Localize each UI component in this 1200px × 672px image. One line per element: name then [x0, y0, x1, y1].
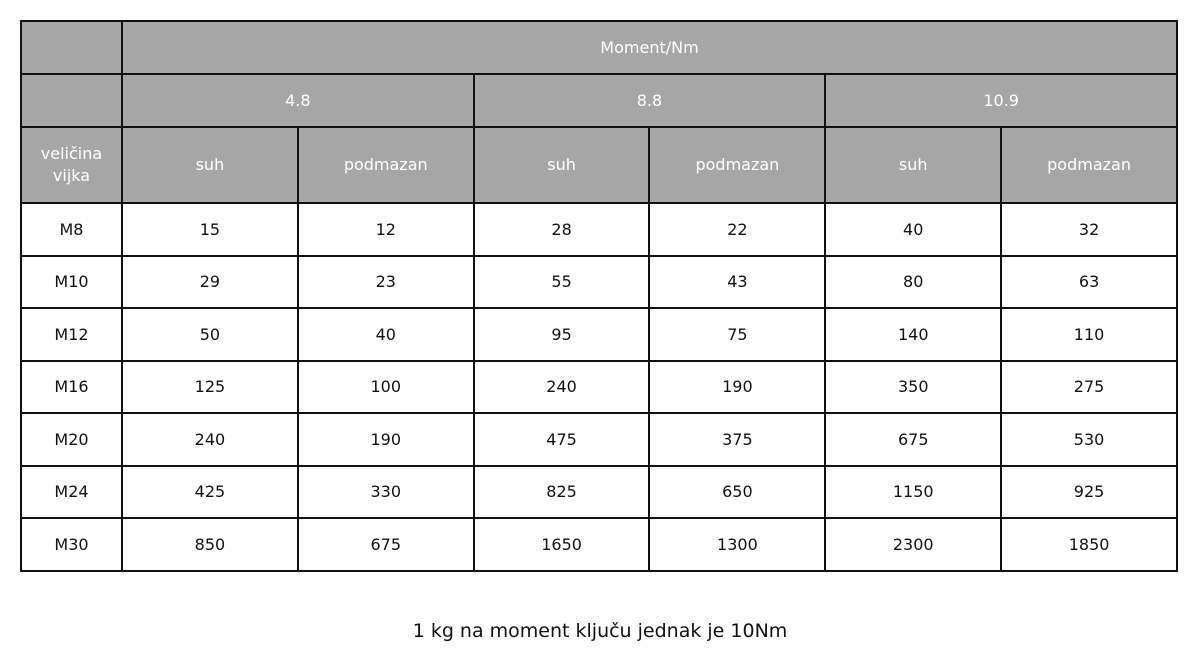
header-row-grades [21, 74, 1177, 127]
torque-value-cell: 330 [298, 466, 474, 519]
torque-value-cell: 475 [474, 413, 650, 466]
table-row [21, 518, 1177, 571]
torque-value-cell: 825 [474, 466, 650, 519]
torque-value-cell: 425 [122, 466, 298, 519]
torque-value-cell: 350 [825, 361, 1001, 414]
torque-value-cell: 650 [649, 466, 825, 519]
torque-value-cell: 1850 [1001, 518, 1177, 571]
condition-header: podmazan [298, 127, 474, 203]
footer-note: 1 kg na moment ključu jednak je 10Nm [412, 620, 788, 642]
table-row [21, 256, 1177, 309]
table-row [21, 203, 1177, 256]
corner-cell [21, 21, 122, 74]
size-column-header [21, 127, 122, 203]
torque-value-cell: 2300 [825, 518, 1001, 571]
torque-value-cell: 925 [1001, 466, 1177, 519]
moment-header: Moment/Nm [122, 21, 1177, 74]
torque-value-cell: 55 [474, 256, 650, 309]
torque-value-cell: 110 [1001, 308, 1177, 361]
torque-value-cell: 43 [649, 256, 825, 309]
torque-value-cell: 32 [1001, 203, 1177, 256]
bolt-size-cell: M24 [21, 466, 122, 519]
torque-value-cell: 675 [825, 413, 1001, 466]
table-body [21, 203, 1177, 571]
table-row [21, 308, 1177, 361]
condition-header: podmazan [649, 127, 825, 203]
torque-value-cell: 530 [1001, 413, 1177, 466]
condition-header: podmazan [1001, 127, 1177, 203]
torque-value-cell: 40 [298, 308, 474, 361]
table-row [21, 361, 1177, 414]
torque-value-cell: 1650 [474, 518, 650, 571]
torque-value-cell: 1150 [825, 466, 1001, 519]
bolt-size-cell: M16 [21, 361, 122, 414]
torque-value-cell: 190 [298, 413, 474, 466]
torque-value-cell: 22 [649, 203, 825, 256]
torque-value-cell: 275 [1001, 361, 1177, 414]
torque-value-cell: 125 [122, 361, 298, 414]
grade-header: 10.9 [825, 74, 1177, 127]
header-row-moment [21, 21, 1177, 74]
torque-value-cell: 190 [649, 361, 825, 414]
torque-value-cell: 23 [298, 256, 474, 309]
torque-value-cell: 63 [1001, 256, 1177, 309]
torque-value-cell: 40 [825, 203, 1001, 256]
torque-value-cell: 240 [122, 413, 298, 466]
grade-header: 4.8 [122, 74, 474, 127]
torque-value-cell: 675 [298, 518, 474, 571]
condition-header: suh [122, 127, 298, 203]
torque-value-cell: 15 [122, 203, 298, 256]
size-label-line1: veličina [40, 144, 103, 163]
bolt-size-cell: M30 [21, 518, 122, 571]
torque-value-cell: 75 [649, 308, 825, 361]
torque-value-cell: 375 [649, 413, 825, 466]
torque-value-cell: 28 [474, 203, 650, 256]
condition-header: suh [825, 127, 1001, 203]
torque-value-cell: 12 [298, 203, 474, 256]
header-row-conditions [21, 127, 1177, 203]
torque-value-cell: 1300 [649, 518, 825, 571]
condition-header: suh [474, 127, 650, 203]
bolt-size-cell: M12 [21, 308, 122, 361]
torque-value-cell: 240 [474, 361, 650, 414]
bolt-size-cell: M10 [21, 256, 122, 309]
torque-value-cell: 100 [298, 361, 474, 414]
bolt-size-cell: M8 [21, 203, 122, 256]
bolt-size-cell: M20 [21, 413, 122, 466]
table-row [21, 413, 1177, 466]
torque-value-cell: 29 [122, 256, 298, 309]
torque-value-cell: 50 [122, 308, 298, 361]
size-label-line2: vijka [52, 166, 91, 185]
table-row [21, 466, 1177, 519]
torque-value-cell: 850 [122, 518, 298, 571]
torque-value-cell: 80 [825, 256, 1001, 309]
torque-value-cell: 95 [474, 308, 650, 361]
grade-header: 8.8 [474, 74, 826, 127]
corner-cell [21, 74, 122, 127]
torque-value-cell: 140 [825, 308, 1001, 361]
torque-table [20, 20, 1178, 572]
